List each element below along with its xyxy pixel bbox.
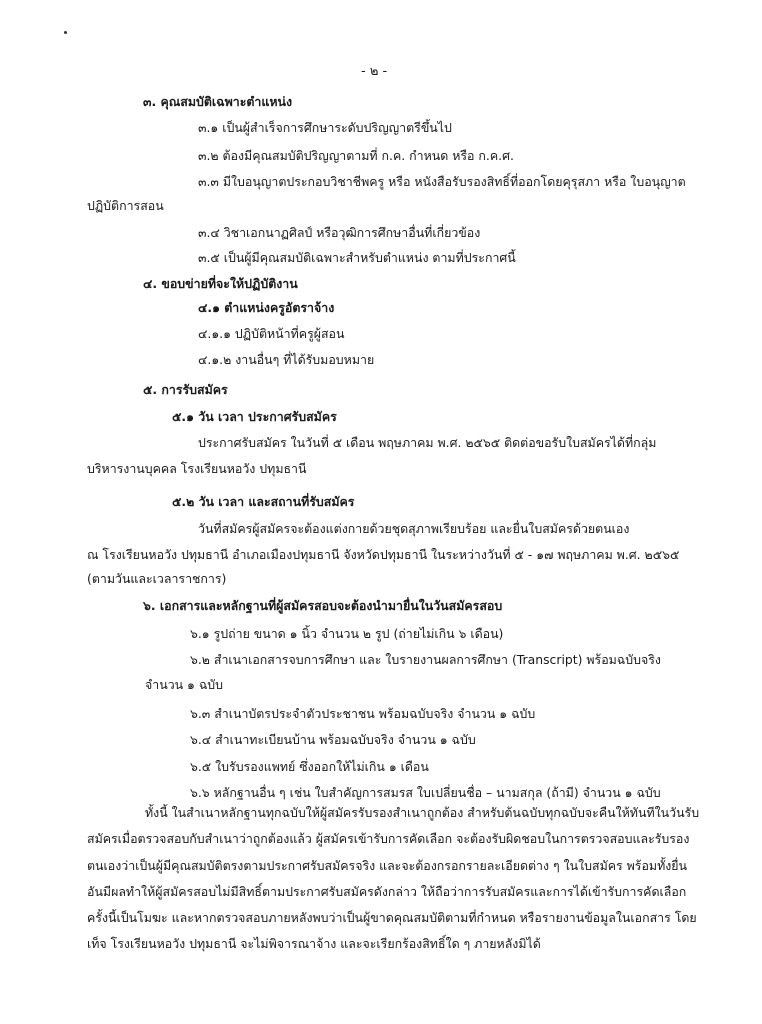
section-4-heading: ๔. ขอบข่ายที่จะให้ปฏิบัติงาน xyxy=(143,276,298,291)
section-3-item-3-line-2: ปฏิบัติการสอน xyxy=(87,198,164,213)
section-4-item-1: ๔.๑.๑ ปฏิบัติหน้าที่ครูผู้สอน xyxy=(198,326,345,341)
closing-line-4: อันมีผลทำให้ผู้สมัครสอบไม่มีสิทธิ์ตามประกาศรับสมัครดังกล่าว ให้ถือว่าการรับสมัครและการได้เข้ารับการคัดเลือก xyxy=(87,884,687,899)
closing-line-5: ครั้งนี้เป็นโมฆะ และหากตรวจสอบภายหลังพบว่าเป็นผู้ขาดคุณสมบัติตามที่กำหนด หรือรายงานข้อมูลในเอกสาร โดย xyxy=(87,910,697,925)
page-number: - ๒ - xyxy=(361,64,388,79)
section-5-2-heading: ๕.๒ วัน เวลา และสถานที่รับสมัคร xyxy=(172,494,355,509)
section-3-item-2: ๓.๒ ต้องมีคุณสมบัติปริญญาตามที่ ก.ค. กำหนด หรือ ก.ค.ศ. xyxy=(198,148,514,163)
scan-speck xyxy=(64,31,67,34)
section-6-item-3: ๖.๓ สำเนาบัตรประจำตัวประชาชน พร้อมฉบับจริง จำนวน ๑ ฉบับ xyxy=(190,706,536,721)
section-3-item-3-line-1: ๓.๓ มีใบอนุญาตประกอบวิชาชีพครู หรือ หนังสือรับรองสิทธิ์ที่ออกโดยคุรุสภา หรือ ใบอนุญาต xyxy=(198,174,686,189)
section-6-item-6: ๖.๖ หลักฐานอื่น ๆ เช่น ใบสำคัญการสมรส ใบเปลี่ยนชื่อ – นามสกุล (ถ้ามี) จำนวน ๑ ฉบับ xyxy=(190,785,661,800)
section-3-item-1: ๓.๑ เป็นผู้สำเร็จการศึกษาระดับปริญญาตรีขึ้นไป xyxy=(198,120,452,135)
section-4-item-2: ๔.๑.๒ งานอื่นๆ ที่ได้รับมอบหมาย xyxy=(198,352,375,367)
section-6-item-1: ๖.๑ รูปถ่าย ขนาด ๑ นิ้ว จำนวน ๒ รูป (ถ่ายไม่เกิน ๖ เดือน) xyxy=(190,626,504,641)
section-3-item-4: ๓.๔ วิชาเอกนาฏศิลป์ หรือวุฒิการศึกษาอื่นที่เกี่ยวข้อง xyxy=(198,225,481,240)
closing-line-1: ทั้งนี้ ในสำเนาหลักฐานทุกฉบับให้ผู้สมัครรับรองสำเนาถูกต้อง สำหรับต้นฉบับทุกฉบับจะคืนให้ทันทีในวันรับ xyxy=(145,805,700,820)
section-5-2-line-2: ณ โรงเรียนหอวัง ปทุมธานี อำเภอเมืองปทุมธานี จังหวัดปทุมธานี ในระหว่างวันที่ ๕ - ๑๗ พฤษภาคม พ.ศ. ๒๕๖๕ xyxy=(87,547,680,562)
closing-line-6: เท็จ โรงเรียนหอวัง ปทุมธานี จะไม่พิจารณาจ้าง และจะเรียกร้องสิทธิ์ใด ๆ ภายหลังมิได้ xyxy=(87,936,541,951)
section-6-item-2-line-1: ๖.๒ สำเนาเอกสารจบการศึกษา และ ใบรายงานผลการศึกษา (Transcript) พร้อมฉบับจริง xyxy=(190,652,661,667)
section-4-sub-heading: ๔.๑ ตำแหน่งครูอัตราจ้าง xyxy=(198,300,335,315)
section-5-1-line-1: ประกาศรับสมัคร ในวันที่ ๕ เดือน พฤษภาคม พ.ศ. ๒๕๖๕ ติดต่อขอรับใบสมัครได้ที่กลุ่ม xyxy=(198,435,657,450)
section-6-item-4: ๖.๔ สำเนาทะเบียนบ้าน พร้อมฉบับจริง จำนวน ๑ ฉบับ xyxy=(190,732,476,747)
section-5-1-line-2: บริหารงานบุคคล โรงเรียนหอวัง ปทุมธานี xyxy=(87,461,307,476)
section-6-heading: ๖. เอกสารและหลักฐานที่ผู้สมัครสอบจะต้องนำมายื่นในวันสมัครสอบ xyxy=(143,598,503,613)
closing-line-2: สมัครเมื่อตรวจสอบกับสำเนาว่าถูกต้องแล้ว ผู้สมัครเข้ารับการคัดเลือก จะต้องรับผิดชอบในการตรวจสอบและรับรอง xyxy=(87,831,690,846)
section-6-item-2-line-2: จำนวน ๑ ฉบับ xyxy=(145,677,224,692)
closing-line-3: ตนเองว่าเป็นผู้มีคุณสมบัติตรงตามประกาศรับสมัครจริง และจะต้องกรอกรายละเอียดต่าง ๆ ในใบสมัคร พร้อมทั้งยื่น xyxy=(87,858,688,873)
section-5-2-line-3: (ตามวันและเวลาราชการ) xyxy=(87,571,227,586)
section-3-heading: ๓. คุณสมบัติเฉพาะตำแหน่ง xyxy=(143,94,293,109)
section-5-1-heading: ๕.๑ วัน เวลา ประกาศรับสมัคร xyxy=(172,409,337,424)
section-5-2-line-1: วันที่สมัครผู้สมัครจะต้องแต่งกายด้วยชุดสุภาพเรียบร้อย และยื่นใบสมัครด้วยตนเอง xyxy=(198,521,630,536)
section-6-item-5: ๖.๕ ใบรับรองแพทย์ ซึ่งออกให้ไม่เกิน ๑ เดือน xyxy=(190,759,429,774)
section-3-item-5: ๓.๕ เป็นผู้มีคุณสมบัติเฉพาะสำหรับตำแหน่ง ตามที่ประกาศนี้ xyxy=(198,250,516,265)
section-5-heading: ๕. การรับสมัคร xyxy=(143,382,228,397)
